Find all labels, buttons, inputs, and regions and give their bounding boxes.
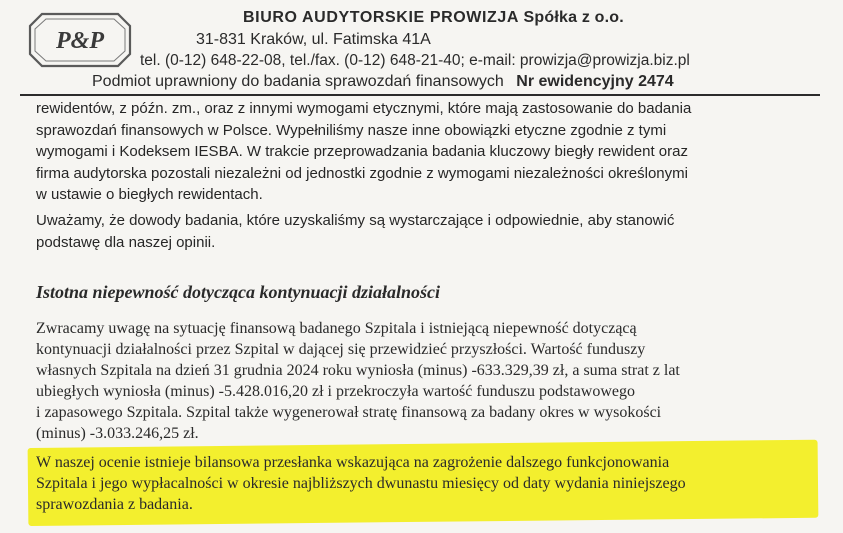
company-name-text: BIURO AUDYTORSKIE PROWIZJA xyxy=(243,9,519,26)
text-line: firma audytorska pozostali niezależni od jednostki zgodnie z wymogami niezależności określonymi xyxy=(36,164,688,182)
logo-text: P&P xyxy=(56,28,104,54)
section-heading: Istotna niepewność dotycząca kontynuacji działalności xyxy=(36,282,441,302)
text-line: kontynuacji działalności przez Szpital w dającej się przewidzieć przyszłości. Wartość funduszy xyxy=(36,341,646,358)
text-line: ubiegłych wyniosła (minus) -5.428.016,20 zł i przekroczyła wartość funduszu podstawowego xyxy=(36,383,635,400)
header-divider xyxy=(20,94,820,96)
text-line: i zapasowego Szpitala. Szpital także wygenerował stratę finansową za badany okres w wysokości xyxy=(36,404,662,421)
text-line: (minus) -3.033.246,25 zł. xyxy=(36,425,199,442)
text-line: W naszej ocenie istnieje bilansowa przesłanka wskazująca na zagrożenie dalszego funkcjonowania xyxy=(36,454,670,471)
paragraph-independence xyxy=(36,98,796,206)
authorization-text: Podmiot uprawniony do badania sprawozdań finansowych xyxy=(92,73,504,90)
text-line: rewidentów, z późn. zm., oraz z innymi wymogami etycznymi, które mają zastosowanie do badania xyxy=(36,100,692,117)
text-line: podstawę dla naszej opinii. xyxy=(36,233,216,251)
text-line: Zwracamy uwagę na sytuację finansową badanego Szpitala i istniejącą niepewność dotyczącą xyxy=(36,320,637,337)
text-line: Uważamy, że dowody badania, które uzyskaliśmy są wystarczające i odpowiednie, aby stanowić xyxy=(36,212,675,229)
paragraph-evidence xyxy=(36,210,796,253)
registry-number: Nr ewidencyjny 2474 xyxy=(516,73,674,90)
text-line: wymogami i Kodeksem IESBA. W trakcie przeprowadzania badania kluczowy biegły rewident oraz xyxy=(36,143,688,160)
text-line: Szpitala i jego wypłacalności w okresie najbliższych dwunastu miesięcy od daty wydania niniejszego xyxy=(36,475,686,492)
text-line: sprawozdania z badania. xyxy=(36,496,193,513)
text-line: sprawozdań finansowych w Polsce. Wypełniliśmy nasze inne obowiązki etyczne zgodnie z tymi xyxy=(36,121,667,139)
company-logo xyxy=(28,12,132,68)
text-line: własnych Szpitala na dzień 31 grudnia 2024 roku wyniosła (minus) -633.329,39 zł, a suma strat z lat xyxy=(36,362,680,379)
authorization-line xyxy=(92,73,674,91)
highlighted-conclusion xyxy=(36,452,816,515)
text-line: w ustawie o biegłych rewidentach. xyxy=(36,186,263,203)
company-contacts: tel. (0-12) 648-22-08, tel./fax. (0-12) 648-21-40; e-mail: prowizja@prowizja.biz.pl xyxy=(140,52,690,69)
paragraph-going-concern xyxy=(36,318,798,444)
company-address: 31-831 Kraków, ul. Fatimska 41A xyxy=(196,31,431,48)
company-name xyxy=(243,9,624,27)
company-suffix: Spółka z o.o. xyxy=(523,9,624,26)
